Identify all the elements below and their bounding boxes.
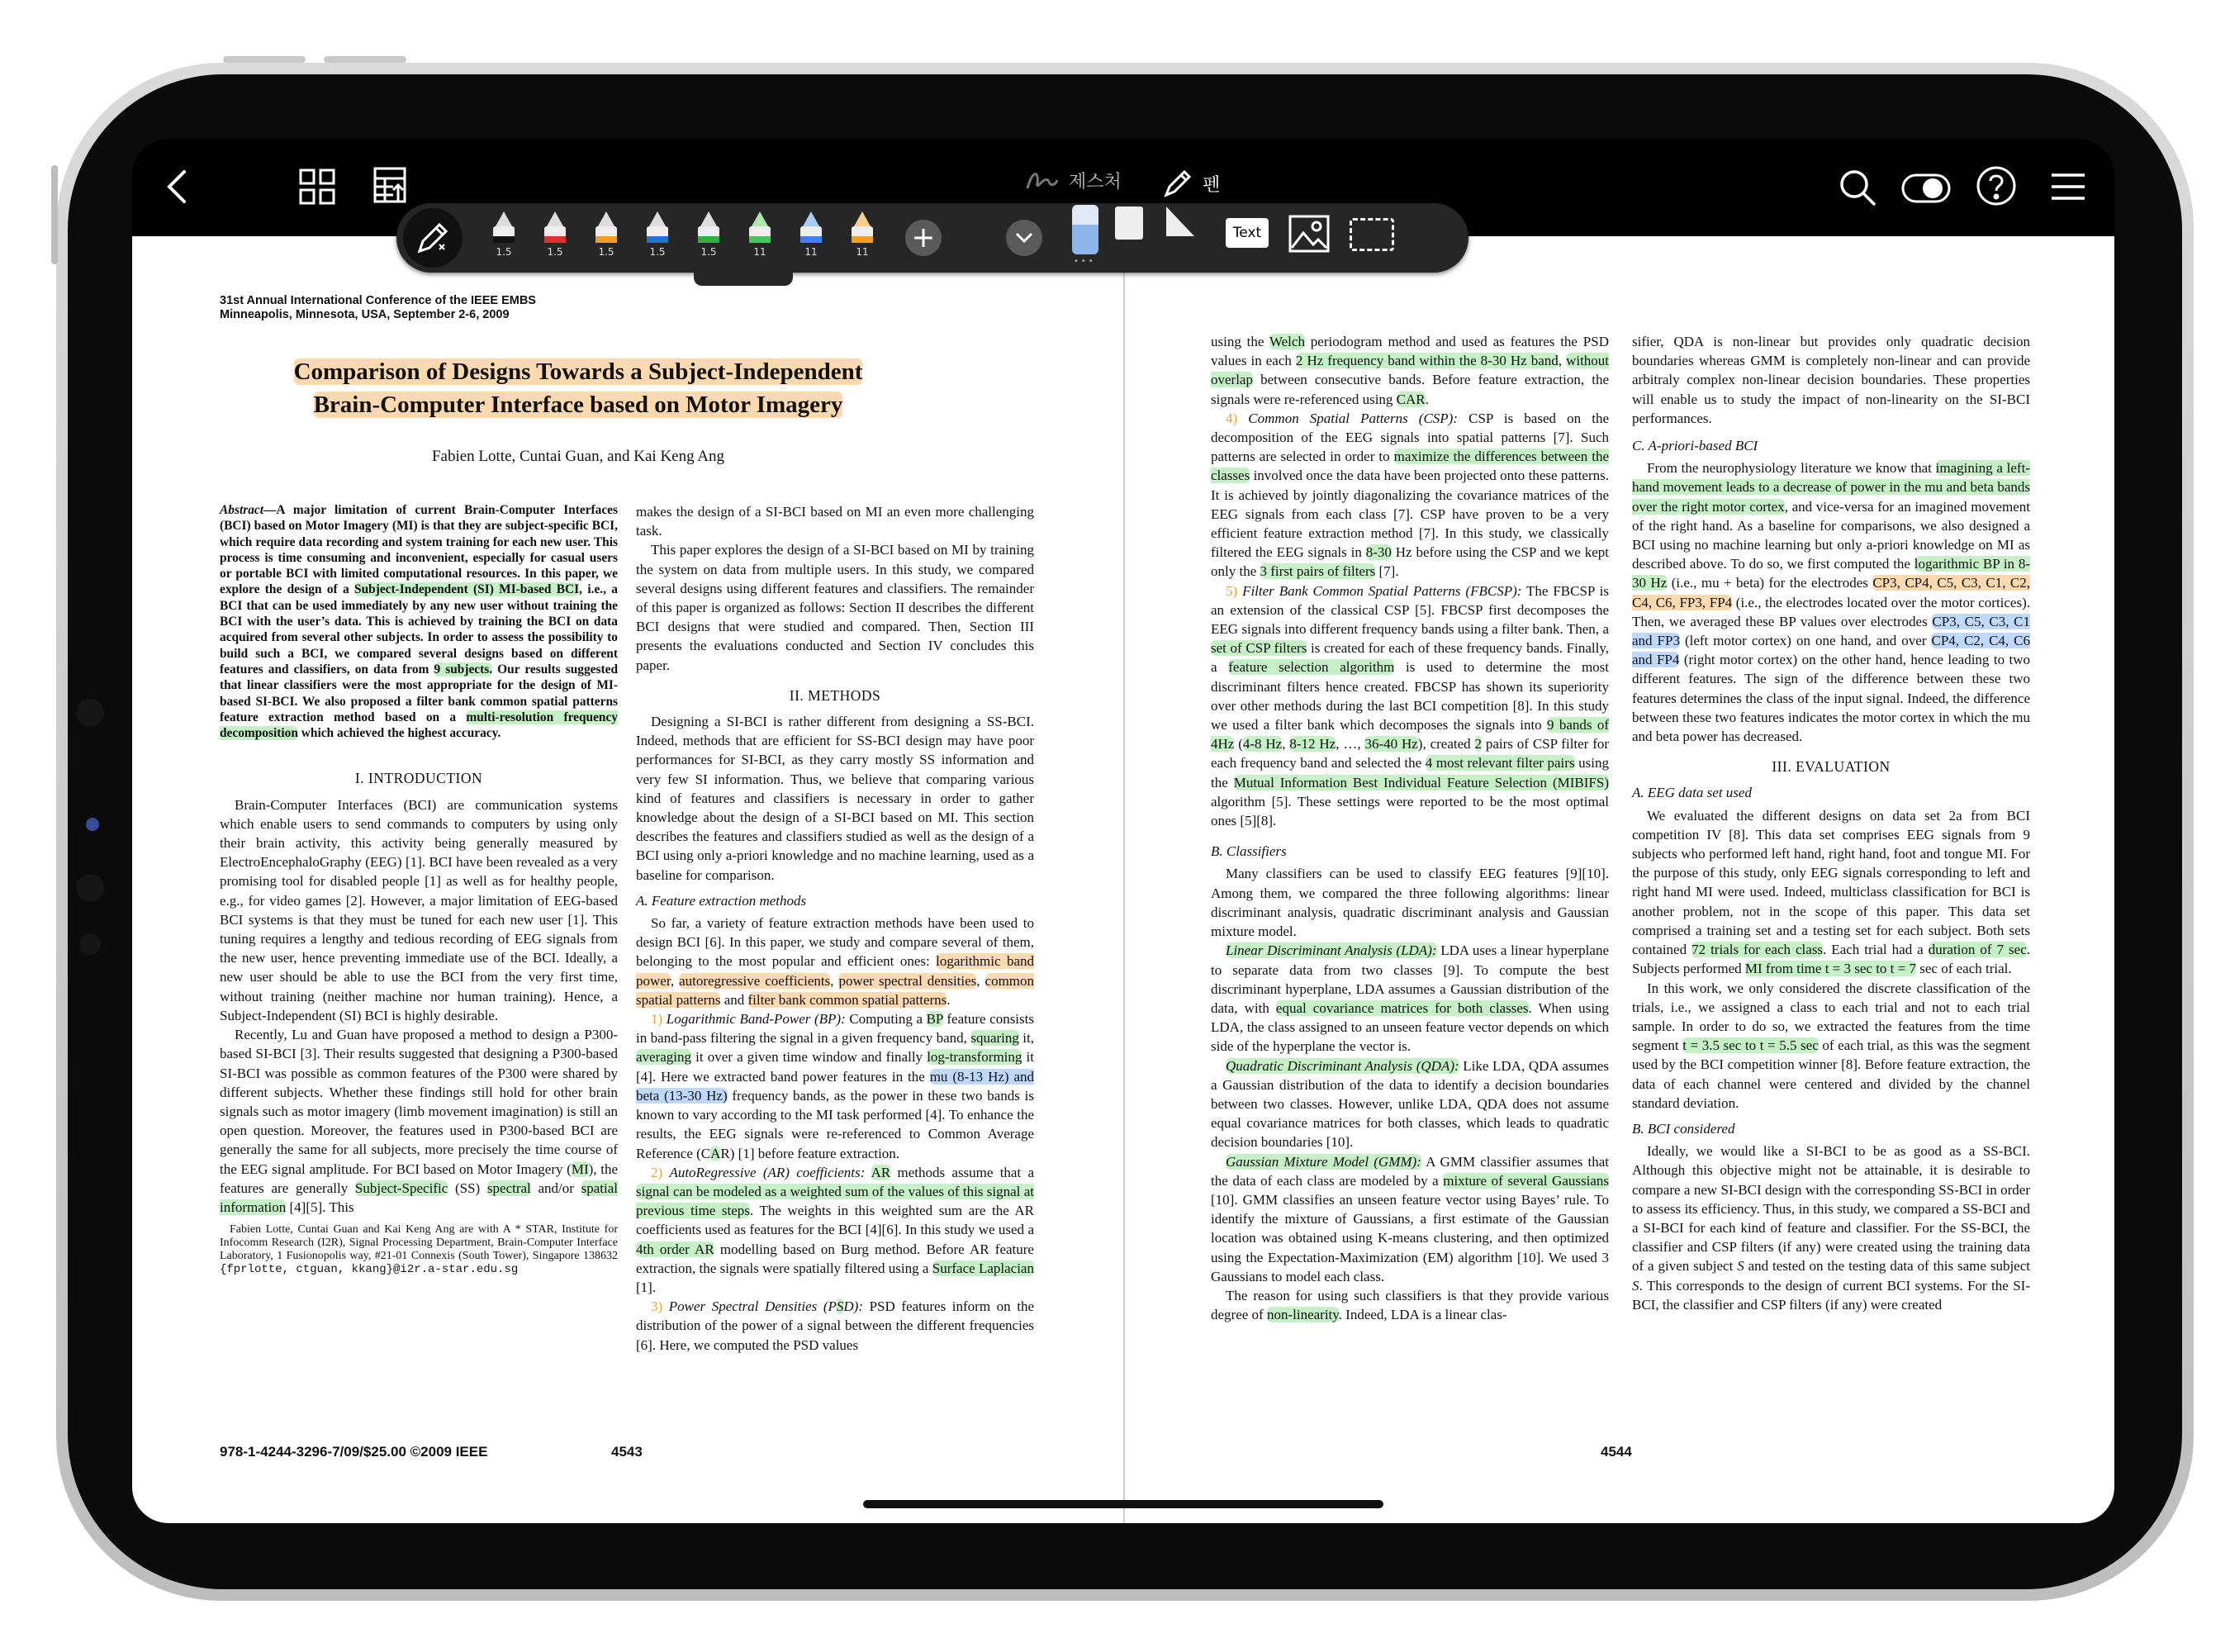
reading-mode-toggle-icon[interactable] bbox=[1900, 170, 1952, 206]
grid-view-icon[interactable] bbox=[297, 167, 337, 206]
paper-authors: Fabien Lotte, Cuntai Guan, and Kai Keng Ang bbox=[431, 448, 725, 465]
paragraph: So far, a variety of feature extraction methods have been used to design BCI [6]. In this paper, we study and compare several of them, belonging to the most popular and efficient ones: logarithmic band power, autoregressive coefficients, power spectral densities, common spatial patterns and filter bank common spatial patterns. bbox=[636, 915, 1035, 1008]
toolbar-handle[interactable] bbox=[694, 273, 793, 286]
pen-toolbar bbox=[396, 203, 1468, 273]
pen-1[interactable] bbox=[487, 211, 520, 266]
subsection-heading: B. Classifiers bbox=[1211, 843, 1287, 860]
pen-width-label: 1.5 bbox=[649, 246, 666, 258]
pen-3[interactable] bbox=[590, 211, 623, 266]
conference-line: Minneapolis, Minnesota, USA, September 2-6, 2009 bbox=[220, 308, 510, 321]
help-icon[interactable] bbox=[1974, 164, 2019, 208]
copyright-footer: 978-1-4244-3296-7/09/$25.00 ©2009 IEEE bbox=[220, 1444, 488, 1460]
section-heading: II. METHODS bbox=[789, 686, 881, 704]
pen-width-label: 1.5 bbox=[547, 246, 563, 258]
left-page-column-2 bbox=[636, 502, 1034, 1355]
subsection-heading: A. Feature extraction methods bbox=[636, 892, 807, 909]
pen-5[interactable] bbox=[692, 211, 725, 266]
pen-width-label: 1.5 bbox=[700, 246, 717, 258]
text-tool-label: Text bbox=[1232, 225, 1262, 241]
pen-width-label: 1.5 bbox=[496, 246, 512, 258]
paragraph: 4) Common Spatial Patterns (CSP): CSP is based on the decomposition of the EEG signals into spatial patterns [7]. Such patterns are selected in order to maximize the differences between the classes involved once the data have been projected onto these patterns. It is achieved by jointly diagonalizing the covariance matrices of the EEG signals from each class [7]. CSP have proven to be a very efficient feature extraction method [7]. In this study, we classically filtered the EEG signals in 8-30 Hz before using the CSP and we kept only the 3 first pairs of filters [7]. bbox=[1211, 410, 1610, 580]
title-line: Comparison of Designs Towards a Subject-Independent bbox=[293, 358, 863, 385]
paragraph: 1) Logarithmic Band-Power (BP): Computing a BP feature consists in band-pass filtering the signal in a given frequency band, squaring it, averaging it over a given time window and finally log-transforming it [4]. Here we extracted band power features in the mu (8-13 Hz) and beta (13-30 Hz) frequency bands, as the power in these two bands is known to vary according to the MI task performed [4]. To enhance the results, the EEG signals were re-referenced to Common Average Reference (CAR) [1] before feature extraction. bbox=[636, 1011, 1035, 1161]
screenshot-tool-icon[interactable] bbox=[1350, 218, 1394, 251]
chevron-down-icon bbox=[1014, 231, 1034, 244]
side-button bbox=[51, 165, 58, 264]
pen-width-label: 1.5 bbox=[598, 246, 614, 258]
bezel-sensor bbox=[79, 933, 101, 955]
top-button bbox=[223, 56, 306, 63]
pen-width-label: 11 bbox=[804, 246, 818, 258]
gesture-mode-label: 제스처 bbox=[1069, 171, 1122, 192]
section-heading: III. EVALUATION bbox=[1772, 758, 1891, 776]
search-icon[interactable] bbox=[1835, 165, 1880, 210]
paragraph: Ideally, we would like a SI-BCI to be as good as a SS-BCI. Although this objective might not be attainable, it is desirable to compare a new SI-BCI design with the corresponding SS-BCI in order to assess its efficiency. Thus, in this study, we compared a SS-BCI and a SI-BCI for each kind of feature and classifier. For the SS-BCI, the classifier and CSP filters (if any) were created using the training data of a given subject S and tested on the testing data of this same subject S. This corresponds to the design of current BCI systems. For the SI-BCI, the classifier and CSP filters (if any) were created bbox=[1632, 1143, 2030, 1313]
lasso-tool-icon[interactable] bbox=[1115, 206, 1143, 240]
more-dots-icon: ••• bbox=[1074, 257, 1096, 266]
paragraph: This paper explores the design of a SI-BCI based on MI by training the system on data from multiple users. In this study, we compared several designs using different features and classifiers. The remainder of this paper is organized as follows: Section II describes the different BCI designs that were studied and compared. Then, Section III presents the evaluations conducted and Section IV concludes this paper. bbox=[636, 542, 1034, 673]
paragraph: Recently, Lu and Guan have proposed a method to design a P300-based SI-BCI [3]. Their results suggested that designing a P300-based SI-BCI was possible as common features of the P300 were shared by different subjects. Whether these findings still hold for other brain signals such as motor imagery (limb movement imagination) is still an open question. Moreover, the features used in P300-based BCI are generally the same for all subjects, more precisely the time course of the EEG signal amplitude. For BCI based on Motor Imagery (MI), the features are generally Subject-Specific (SS) spectral and/or spatial information [4][5]. This bbox=[220, 1027, 618, 1215]
bezel-sensor bbox=[76, 874, 104, 902]
text-tool[interactable] bbox=[1226, 218, 1269, 248]
paragraph: Linear Discriminant Analysis (LDA): LDA uses a linear hyperplane to separate data from two classes [9]. To compute the best discriminant hyperplane, LDA assumes a Gaussian distribution of the data, with equal covariance matrices for both classes. When using LDA, the class assigned to an unseen feature vector depends on which side of the hyperplane the vector is. bbox=[1211, 942, 1609, 1055]
export-icon[interactable] bbox=[370, 164, 410, 206]
home-indicator[interactable] bbox=[863, 1500, 1383, 1508]
highlighter-2[interactable] bbox=[795, 211, 828, 266]
pen-mode[interactable] bbox=[1161, 167, 1220, 200]
pencil-icon bbox=[413, 218, 453, 258]
document-spread[interactable] bbox=[132, 236, 2114, 1523]
paper-title bbox=[248, 355, 909, 421]
paragraph: We evaluated the different designs on data set 2a from BCI competition IV [8]. This data set comprises EEG signals from 9 subjects who performed left hand, right hand, foot and tongue MI. For the purpose of this study, only EEG signals corresponding to left and right hand MI were used. Indeed, multiclass classification for BCI is another problem, not in the scope of this paper. This data set comprised a training set and a testing set for each subject. Both sets contained 72 trials for each class. Each trial had a duration of 7 sec. Subjects performed MI from time t = 3 sec to t = 7 sec of each trial. bbox=[1632, 807, 2030, 977]
footnote: Fabien Lotte, Cuntai Guan and Kai Keng Ang are with A * STAR, Institute for Infocomm Research (I2R), Signal Processing Department, Brain-Computer Interface Laboratory, 1 Fusionopolis way, #21-01 Connexis (South Tower), Singapore 138632 {fprlotte, ctguan, kkang}@i2r.a-star.edu.sg bbox=[220, 1223, 618, 1277]
section-heading: I. INTRODUCTION bbox=[354, 770, 483, 787]
page-divider bbox=[1123, 236, 1125, 1523]
pen-width-label: 11 bbox=[856, 246, 869, 258]
ruler-tool-icon[interactable] bbox=[1161, 203, 1198, 240]
page-number: 4544 bbox=[1601, 1444, 1632, 1460]
paragraph: The reason for using such classifiers is that they provide various degree of non-linearity. Indeed, LDA is a linear clas- bbox=[1211, 1287, 1609, 1323]
paragraph: Quadratic Discriminant Analysis (QDA): Like LDA, QDA assumes a Gaussian distribution of the data to identify a decision boundaries between two classes. However, unlike LDA, QDA does not assume equal covariance matrices for both classes, which leads to quadratic decision boundaries [10]. bbox=[1211, 1057, 1609, 1151]
paragraph: Designing a SI-BCI is rather different from designing a SS-BCI. Indeed, methods that are efficient for SS-BCI design may have poor performances for SI-BCI, as they carry mostly SS information and very few SI information. Thus, we believe that comparing various kind of features and classifiers is necessary in order to gather knowledge about the design of a SI-BCI based on MI. This section describes the features and classifiers studied as well as the design of a BCI using only a-priori knowledge and no machine learning, used as a baseline for comparison. bbox=[636, 714, 1034, 883]
paragraph: Brain-Computer Interfaces (BCI) are communication systems which enable users to send commands to computers by using only their brain activity, this activity being generally measured by ElectroEncephaloGraphy (EEG) [1]. BCI have been revealed as a very promising tool for disabled people [1] as well as for healthy people, e.g., for video games [2]. However, a major limitation of EEG-based BCI systems is that they must be tuned for each new user [1]. This tuning requires a lengthy and tedious recording of EEG signals from the new user, hence preventing immediate use of the BCI. Ideally, a new user should be able to use the BCI from the very first time, without training (neither machine nor human training). Hence, a Subject-Independent (SI) BCI is highly desirable. bbox=[220, 796, 618, 1023]
pen-4[interactable] bbox=[641, 211, 674, 266]
app-screen bbox=[132, 139, 2114, 1523]
bezel-sensor bbox=[76, 699, 104, 727]
page-number: 4543 bbox=[611, 1444, 643, 1460]
paragraph: 2) AutoRegressive (AR) coefficients: AR methods assume that a signal can be modeled as a weighted sum of the values of this signal at previous time steps. The weights in this weighted sum are the AR coefficients used as features for the BCI [4][6]. In this study we used a 4th order AR modelling based on Burg method. Before AR feature extraction, the signals were spatially filtered using a Surface Laplacian [1]. bbox=[636, 1164, 1035, 1295]
title-line: Brain-Computer Interface based on Motor Imagery bbox=[313, 392, 843, 418]
collapse-button[interactable] bbox=[1006, 220, 1042, 256]
paragraph: Many classifiers can be used to classify EEG features [9][10]. Among them, we compared the three following algorithms: linear discriminant analysis, quadratic discriminant analysis and Gaussian mixture model. bbox=[1211, 866, 1609, 940]
add-pen-button[interactable] bbox=[905, 220, 942, 256]
image-tool-icon[interactable] bbox=[1288, 215, 1330, 253]
conference-header bbox=[220, 294, 536, 322]
paragraph: makes the design of a SI-BCI based on MI an even more challenging task. bbox=[636, 504, 1034, 539]
left-page-column-1 bbox=[220, 502, 618, 1276]
paragraph: using the Welch periodogram method and used as features the PSD values in each 2 Hz frequency band within the 8-30 Hz band, without overlap between consecutive bands. Before feature extraction, the signals were re-referenced using CAR. bbox=[1211, 334, 1610, 407]
pen-width-label: 11 bbox=[753, 246, 766, 258]
conference-line: 31st Annual International Conference of the IEEE EMBS bbox=[220, 294, 536, 307]
paragraph: 5) Filter Bank Common Spatial Patterns (FBCSP): The FBCSP is an extension of the classical CSP [5]. FBCSP first decomposes the EEG signals into different frequency bands using a filter bank. Then, a set of CSP filters is created for each of these frequency bands. Finally, a feature selection algorithm is used to determine the most discriminant filters hence created. FBCSP has shown its superiority over other methods during the last BCI competition [8]. In this study we used a filter bank which decomposes the signals into 9 bands of 4Hz (4-8 Hz, 8-12 Hz, …, 36-40 Hz), created 2 pairs of CSP filter for each frequency band and selected the 4 most relevant filter pairs using the Mutual Information Best Individual Feature Selection (MIBIFS) algorithm [5]. These settings were reported to be the most optimal ones [5][8]. bbox=[1211, 582, 1610, 829]
plus-icon bbox=[913, 227, 934, 249]
paragraph: 3) Power Spectral Densities (PSD): PSD features inform on the distribution of the power of a signal between the different frequencies [6]. Here, we computed the PSD values bbox=[636, 1298, 1034, 1353]
gesture-mode[interactable] bbox=[1024, 167, 1122, 193]
pencil-settings-button[interactable] bbox=[403, 208, 463, 268]
top-button bbox=[324, 56, 406, 63]
highlighter-1[interactable] bbox=[743, 211, 776, 266]
paragraph: From the neurophysiology literature we know that imagining a left-hand movement leads to a decrease of power in the mu and beta bands over the right motor cortex, and vice-versa for an imagined movement of the right hand. As a baseline for comparisons, we also designed a BCI using no machine learning but only a-priori knowledge on MI as described above. To do so, we first computed the logarithmic BP in 8-30 Hz (i.e., mu + beta) for the electrodes CP3, CP4, C5, C3, C1, C2, C4, C6, FP3, FP4 (i.e., the electrodes located over the motor cortices). Then, we averaged these BP values over electrodes CP3, C5, C3, C1 and FP3 (left motor cortex) on one hand, and over CP4, C2, C4, C6 and FP4 (right motor cortex) on the other hand, hence leading to two different features. The sign of the difference between these two features determines the class of the input signal. Indeed, the difference between these two features indicates the motor cortex in which the mu and beta power has decreased. bbox=[1632, 460, 2031, 745]
abstract: Abstract—A major limitation of current Brain-Computer Interfaces (BCI) based on Motor Imagery (MI) is that they are subject-specific BCI, which require data recording and system training for each new user. This process is time consuming and inconvenient, especially for casual users or portable BCI with limited computational resources. In this paper, we explore the design of a Subject-Independent (SI) MI-based BCI, i.e., a BCI that can be used immediately by any new user without training the BCI with the user’s data. This is achieved by training the BCI on data acquired from several other subjects. In order to assess the possibility to build such a BCI, we compared several designs based on different features and classifiers, on data from 9 subjects. Our results suggested that linear classifiers were the most appropriate for the design of MI-based SI-BCI. We also proposed a filter bank common spatial patterns feature extraction method based on a multi-resolution frequency decomposition which achieved the highest accuracy. bbox=[220, 503, 619, 741]
pen-2[interactable] bbox=[539, 211, 572, 266]
pen-mode-label: 펜 bbox=[1203, 174, 1221, 196]
camera-icon bbox=[86, 818, 99, 831]
menu-icon[interactable] bbox=[2048, 169, 2088, 205]
back-icon[interactable] bbox=[157, 164, 197, 210]
right-page-column-2 bbox=[1632, 332, 2030, 1314]
paragraph: Gaussian Mixture Model (GMM): A GMM classifier assumes that the data of each class are modeled by a mixture of several Gaussians [10]. GMM classifies an unseen feature vector using Bayes’ rule. To identify the mixture of Gaussians, a first estimate of the Gaussian location was obtained using K-means clustering, and then optimized using the Expectation-Maximization (EM) algorithm [10]. We used 3 Gaussians to model each class. bbox=[1211, 1153, 1609, 1284]
right-page-column-1 bbox=[1211, 332, 1609, 1324]
subsection-heading: B. BCI considered bbox=[1632, 1120, 1735, 1137]
eraser-tool-icon[interactable] bbox=[1072, 205, 1098, 254]
highlighter-3[interactable] bbox=[846, 211, 879, 266]
subsection-heading: C. A-priori-based BCI bbox=[1632, 438, 1758, 454]
paragraph: In this work, we only considered the discrete classification of the trials, i.e., we assigned a class to each trial and not to each trial sample. In order to do so, we extracted the features from the time segment t = 3.5 sec to t = 5.5 sec of each trial, as this was the segment used by the BCI competition winner [8]. Before feature extraction, the data of each channel were centered and divided by the channel standard deviation. bbox=[1632, 980, 2030, 1111]
paragraph: sifier, QDA is non-linear but provides only quadratic decision boundaries whereas GMM is completely non-linear and can provide arbitraly complex non-linear decision boundaries. These properties will enable us to study the impact of non-linearity on the SI-BCI performances. bbox=[1632, 334, 2030, 426]
subsection-heading: A. EEG data set used bbox=[1632, 785, 1752, 801]
